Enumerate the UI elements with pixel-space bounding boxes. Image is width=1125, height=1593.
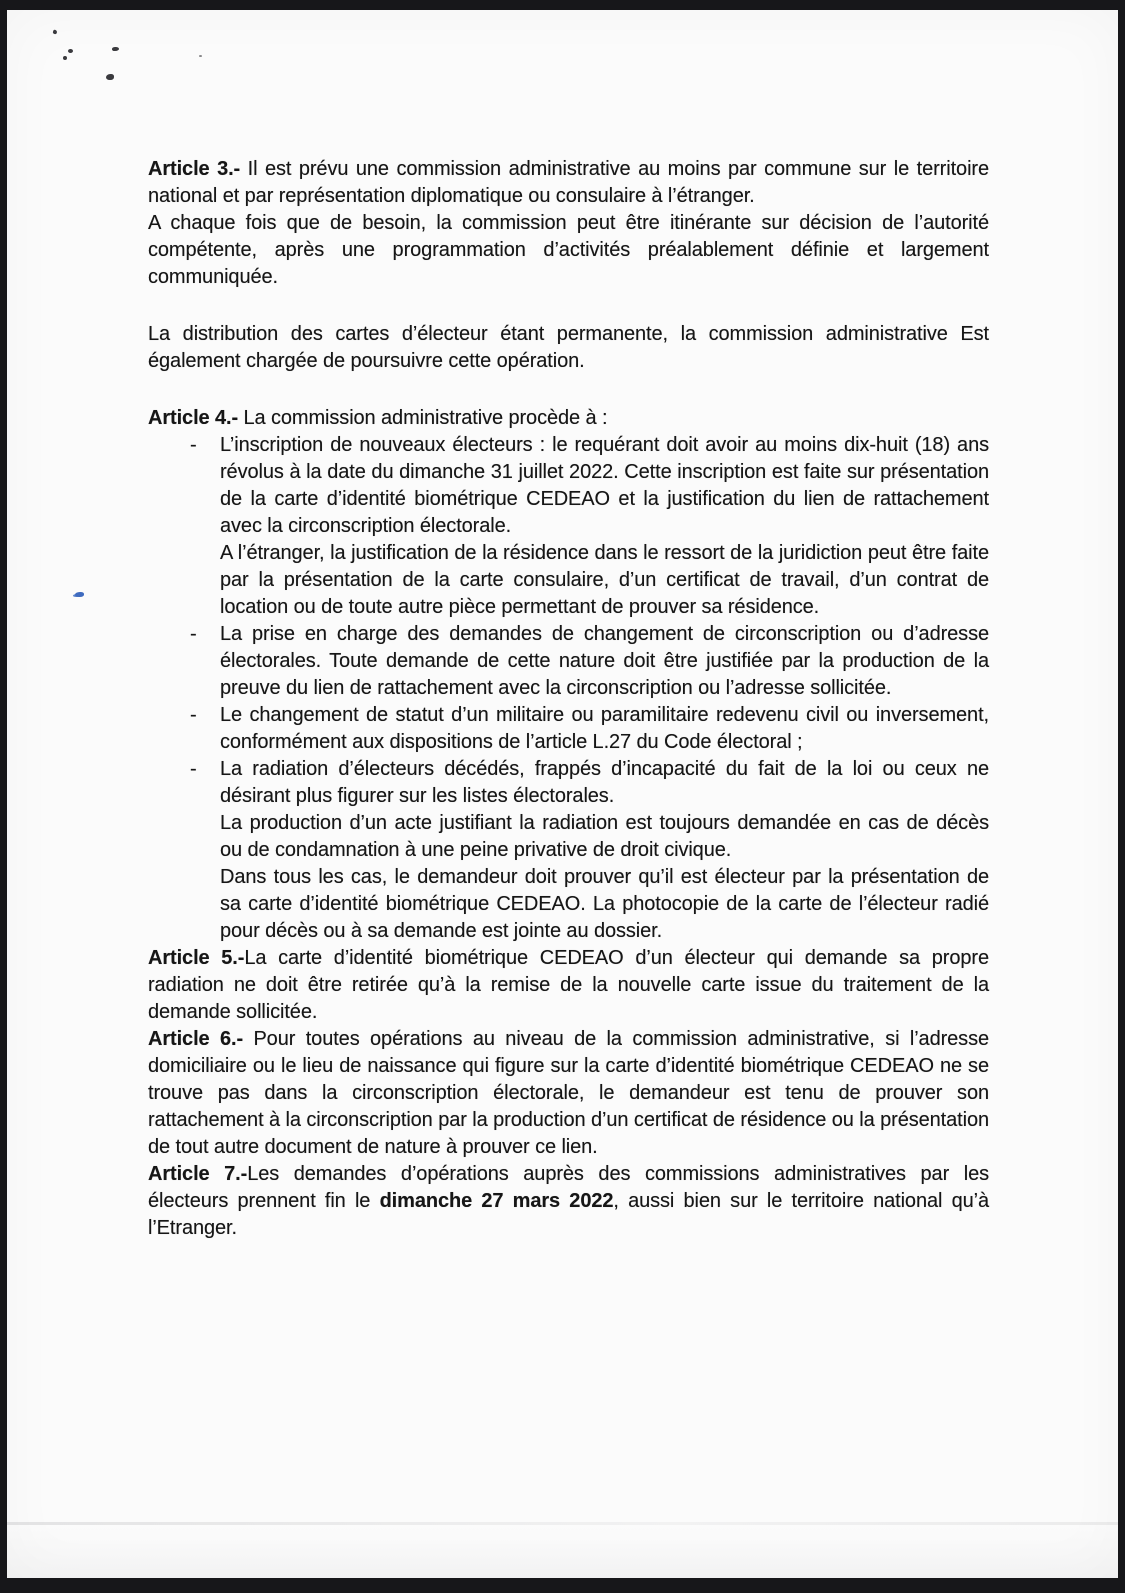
ink-speck [68, 49, 73, 53]
article4-list [148, 432, 989, 945]
dash-bullet: - [190, 623, 197, 645]
ink-speck [63, 56, 67, 60]
article7-bold-date: dimanche 27 mars 2022 [379, 1190, 614, 1212]
article3-text: Il est prévu une commission administrative au moins par commune sur le territoire national et par représentation diplomatique ou consulaire à l’étranger. [148, 158, 989, 207]
article7-text-after: , aussi bien sur le territoire national qu’à l’Etranger. [148, 1190, 989, 1239]
article4-heading [148, 405, 989, 432]
dash-bullet: - [190, 758, 197, 780]
list-item-text: La radiation d’électeurs décédés, frappés d’incapacité du fait de la loi ou ceux ne désirant plus figurer sur les listes électorales. [220, 758, 989, 807]
scan-bottom-shading [7, 1526, 1118, 1578]
article6-label: Article 6.- [148, 1028, 244, 1050]
article7-label: Article 7.- [148, 1163, 248, 1185]
list-item-text: Dans tous les cas, le demandeur doit prouver qu’il est électeur par la présentation de sa carte d’identité biométrique CEDEAO. La photocopie de la carte de l’électeur radié pour décès ou à sa demande est jointe au dossier. [220, 866, 989, 942]
article5-label: Article 5.- [148, 947, 245, 969]
article3-label: Article 3.- [148, 158, 241, 180]
list-item-text: La prise en charge des demandes de changement de circonscription ou d’adresse électorales. Toute demande de cette nature doit être justifiée par la production de la preuve du lien de rattachement avec la circonscription ou l’adresse sollicitée. [220, 623, 989, 699]
article7-paragraph [148, 1161, 989, 1242]
blue-ink-speck [75, 592, 84, 597]
paragraph-distribution: La distribution des cartes d’électeur étant permanente, la commission administrative Est également chargée de poursuivre cette opération. [148, 323, 989, 372]
list-item-inscription [148, 432, 989, 621]
ink-speck [112, 47, 119, 51]
article5-text: La carte d’identité biométrique CEDEAO d’un électeur qui demande sa propre radiation ne doit être retirée qu’à la remise de la nouvelle carte issue du traitement de la demande sollicitée. [148, 947, 989, 1023]
article4-text: La commission administrative procède à : [238, 407, 608, 429]
article6-paragraph [148, 1026, 989, 1161]
page-fold-shadow [7, 1522, 1118, 1525]
list-item-text: L’inscription de nouveaux électeurs : le requérant doit avoir au moins dix-huit (18) ans révolus à la date du dimanche 31 juillet 2022. Cette inscription est faite sur présentation de la carte d’identité biométrique CEDEAO et la justification du lien de rattachement avec la circonscription électorale. [220, 434, 989, 537]
document-body [148, 156, 989, 1242]
dash-bullet: - [190, 434, 197, 456]
list-item-text: La production d’un acte justifiant la radiation est toujours demandée en cas de décès ou de condamnation à une peine privative de droit civique. [220, 812, 989, 861]
dash-bullet: - [190, 704, 197, 726]
list-item-changement-statut [148, 702, 989, 756]
paragraph-itinerante: A chaque fois que de besoin, la commission peut être itinérante sur décision de l’autorité compétente, après une programmation d’activités préalablement définie et largement communiquée. [148, 212, 989, 288]
ink-speck [199, 55, 202, 57]
list-item-radiation [148, 756, 989, 945]
article7-text-before: Les demandes d’opérations auprès des commissions administratives par les électeurs prennent fin le [148, 1163, 989, 1212]
list-item-text: A l’étranger, la justification de la résidence dans le ressort de la juridiction peut être faite par la présentation de la carte consulaire, d’un certificat de travail, d’un contrat de location ou de toute autre pièce permettant de prouver sa résidence. [220, 542, 989, 618]
article3-paragraph [148, 156, 989, 210]
ink-speck [106, 74, 114, 80]
article4-label: Article 4.- [148, 407, 239, 429]
list-item-prise-en-charge [148, 621, 989, 702]
scanned-page [7, 10, 1118, 1578]
article6-text: Pour toutes opérations au niveau de la commission administrative, si l’adresse domiciliaire ou le lieu de naissance qui figure sur la carte d’identité biométrique CEDEAO ne se trouve pas dans la circonscription électorale, le demandeur est tenu de prouver son rattachement à la circonscription par la production d’un certificat de résidence ou la présentation de tout autre document de nature à prouver ce lien. [148, 1028, 989, 1158]
ink-speck [52, 29, 57, 34]
article5-paragraph [148, 945, 989, 1026]
list-item-text: Le changement de statut d’un militaire ou paramilitaire redevenu civil ou inversement, conformément aux dispositions de l’article L.27 du Code électoral ; [220, 704, 989, 753]
